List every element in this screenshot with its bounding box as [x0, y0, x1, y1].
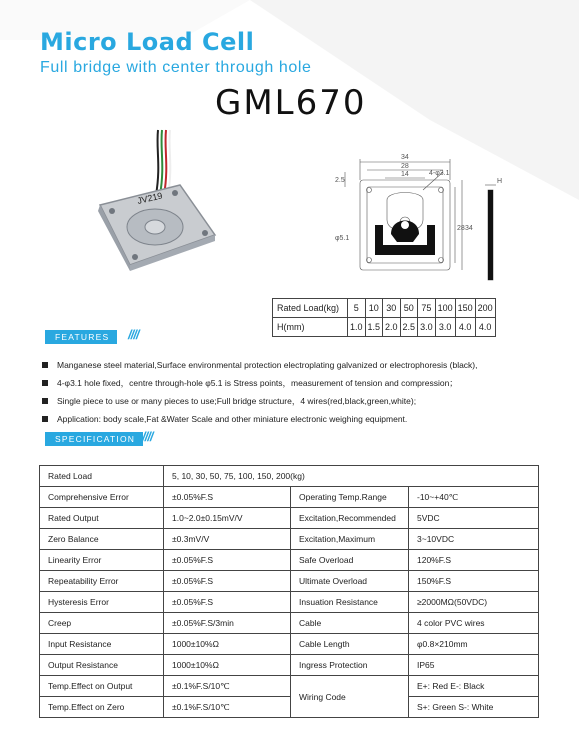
table-row: Input Resistance 1000±10%Ω Cable Length φ0.8×210mm: [40, 634, 539, 655]
table-row: Repeatability Error ±0.05%F.S Ultimate Overload 150%F.S: [40, 571, 539, 592]
features-slashes: ////: [128, 327, 139, 342]
height-cell: 1.0: [348, 318, 366, 337]
spec-value: 5, 10, 30, 50, 75, 100, 150, 200(kg): [164, 466, 539, 487]
rated-load-cell: 75: [418, 299, 436, 318]
table-row: [273, 318, 496, 337]
page-title: Micro Load Cell: [40, 28, 255, 56]
bullet-icon: [42, 416, 48, 422]
dim-hole-dia: φ5.1: [335, 235, 350, 242]
list-item: Single piece to use or many pieces to use;Full bridge structure，4 wires(red,black,green,white);: [42, 392, 478, 410]
dim-inner-height: 28: [457, 225, 465, 232]
bullet-icon: [42, 362, 48, 368]
product-label-text: JV219: [136, 190, 164, 206]
wiring-code-label: Wiring Code: [291, 676, 409, 718]
dim-thickness: H: [497, 178, 503, 185]
table-row: Zero Balance ±0.3mV/V Excitation,Maximum 3~10VDC: [40, 529, 539, 550]
spec-label: Rated Load: [40, 466, 164, 487]
height-cell: 3.0: [435, 318, 455, 337]
dim-mount-holes: 4-φ3.1: [429, 170, 450, 177]
table-row: Comprehensive Error ±0.05%F.S Operating Temp.Range -10~+40℃: [40, 487, 539, 508]
rated-load-label: Rated Load(kg): [273, 299, 348, 318]
rated-load-cell: 50: [400, 299, 418, 318]
dim-height: 34: [465, 225, 473, 232]
table-row: Hysteresis Error ±0.05%F.S Insuation Resistance ≥2000MΩ(50VDC): [40, 592, 539, 613]
table-row: Creep ±0.05%F.S/3min Cable 4 color PVC wires: [40, 613, 539, 634]
dimension-drawing: [325, 150, 525, 285]
rated-load-cell: 150: [455, 299, 475, 318]
height-cell: 3.0: [418, 318, 436, 337]
features-list: [42, 356, 478, 428]
product-photo: [60, 125, 240, 305]
dim-offset: 2.5: [335, 177, 345, 184]
page-subtitle: Full bridge with center through hole: [40, 59, 312, 76]
dim-inner-width: 28: [401, 163, 409, 170]
table-row: Linearity Error ±0.05%F.S Safe Overload 120%F.S: [40, 550, 539, 571]
rated-load-cell: 100: [435, 299, 455, 318]
rated-load-cell: 10: [365, 299, 383, 318]
height-cell: 1.5: [365, 318, 383, 337]
height-cell: 2.0: [383, 318, 401, 337]
list-item: Manganese steel material,Surface environmental protection electroplating galvanized or electrophoresis (black),: [42, 356, 478, 374]
rated-load-cell: 200: [475, 299, 495, 318]
table-row: [40, 466, 539, 487]
features-heading: FEATURES: [45, 330, 117, 344]
height-label: H(mm): [273, 318, 348, 337]
load-height-table: [272, 298, 496, 337]
specification-table: [39, 465, 539, 718]
dim-center: 14: [401, 171, 409, 178]
table-row: Temp.Effect on Output ±0.1%F.S/10℃ Wiring Code E+: Red E-: Black: [40, 676, 539, 697]
wiring-code-1: E+: Red E-: Black: [409, 676, 539, 697]
model-number: GML670: [215, 83, 367, 123]
rated-load-cell: 5: [348, 299, 366, 318]
dim-overall-width: 34: [401, 154, 409, 161]
wiring-code-2: S+: Green S-: White: [409, 697, 539, 718]
height-cell: 4.0: [455, 318, 475, 337]
table-row: Output Resistance 1000±10%Ω Ingress Protection IP65: [40, 655, 539, 676]
rated-load-cell: 30: [383, 299, 401, 318]
list-item: 4-φ3.1 hole fixed，centre through-hole φ5.1 is Stress points，measurement of tension and compression；: [42, 374, 478, 392]
height-cell: 2.5: [400, 318, 418, 337]
table-row: Temp.Effect on Zero ±0.1%F.S/10℃ S+: Green S-: White: [40, 697, 539, 718]
list-item: Application: body scale,Fat &Water Scale and other miniature electronic weighing equipment.: [42, 410, 478, 428]
table-row: [273, 299, 496, 318]
table-row: Rated Output 1.0~2.0±0.15mV/V Excitation,Recommended 5VDC: [40, 508, 539, 529]
height-cell: 4.0: [475, 318, 495, 337]
specification-slashes: ////: [142, 429, 153, 444]
bullet-icon: [42, 380, 48, 386]
bullet-icon: [42, 398, 48, 404]
specification-heading: SPECIFICATION: [45, 432, 143, 446]
